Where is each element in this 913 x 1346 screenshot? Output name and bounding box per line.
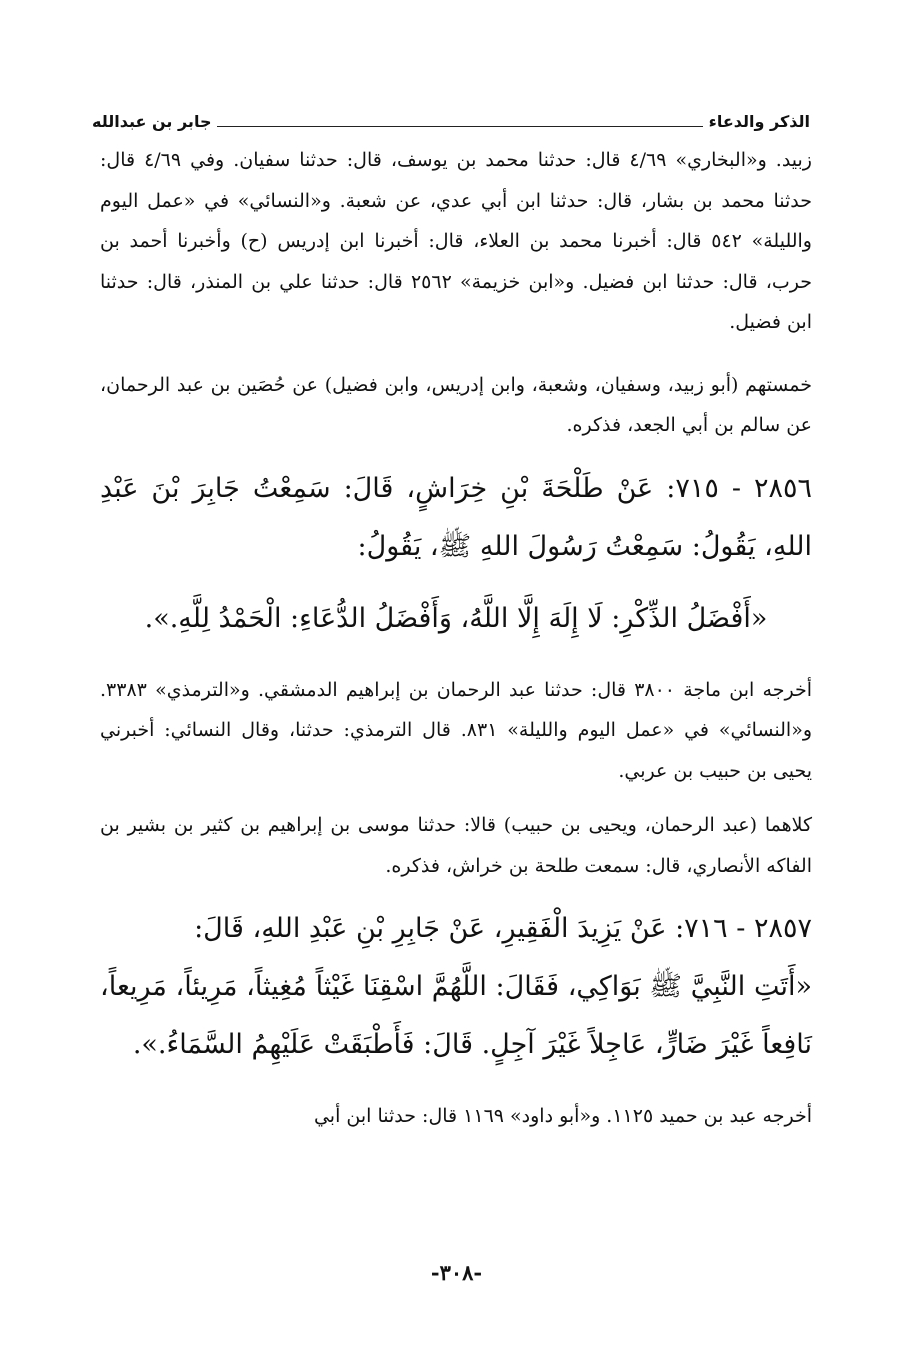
header-rule [217,126,702,127]
hadith-text: «أَفْضَلُ الذِّكْرِ: لَا إِلَهَ إِلَّا اللَّهُ، وَأَفْضَلُ الدُّعَاءِ: الْحَمْدُ لِلَّهِ.». [144,602,768,634]
takhrij-note: زبيد. و«البخاري» ٤/٦٩ قال: حدثنا محمد بن يوسف، قال: حدثنا سفيان. وفي ٤/٦٩ قال: حدثنا محمد بن بشار، قال: حدثنا ابن أبي عدي، عن شعبة. و«النسائي» في «عمل اليوم والليلة» ٥٤٢ قال: أخبرنا محمد بن العلاء، قال: أخبرنا ابن إدريس (ح) وأخبرنا أحمد بن حرب، قال: حدثنا ابن فضيل. و«ابن خزيمة» ٢٥٦٢ قال: حدثنا علي بن المنذر، قال: حدثنا ابن فضيل. [100,149,812,333]
header-chapter-title: الذكر والدعاء [708,112,810,131]
page-body [100,140,812,1137]
takhrij-note: كلاهما (عبد الرحمان، ويحيى بن حبيب) قالا: حدثنا موسى بن إبراهيم بن كثير بن بشير بن الفاكه الأنصاري، قال: سمعت طلحة بن خراش، فذكره. [100,814,812,877]
header-narrator-title: جابر بن عبدالله [92,112,212,131]
hadith-chain: ٢٨٥٦ - ٧١٥: عَنْ طَلْحَةَ بْنِ خِرَاشٍ، قَالَ: سَمِعْتُ جَابِرَ بْنَ عَبْدِ اللهِ، يَقُولُ: سَمِعْتُ رَسُولَ اللهِ ﷺ، يَقُولُ: [100,472,812,562]
hadith-text: «أَتَتِ النَّبِيَّ ﷺ بَوَاكِي، فَقَالَ: اللَّهُمَّ اسْقِنَا غَيْثاً مُغِيثاً، مَرِيئاً، مَرِيعاً، نَافِعاً غَيْرَ ضَارٍّ، عَاجِلاً غَيْرَ آجِلٍ. قَالَ: فَأَطْبَقَتْ عَلَيْهِمُ السَّمَاءُ.». [100,971,812,1060]
takhrij-note: أخرجه عبد بن حميد ١١٢٥. و«أبو داود» ١١٦٩ قال: حدثنا ابن أبي [313,1105,812,1127]
takhrij-note: أخرجه ابن ماجة ٣٨٠٠ قال: حدثنا عبد الرحمان بن إبراهيم الدمشقي. و«الترمذي» ٣٣٨٣. و«النسائي» في «عمل اليوم والليلة» ٨٣١. قال الترمذي: حدثنا، وقال النسائي: أخبرني يحيى بن حبيب بن عربي. [100,678,812,782]
hadith-chain: ٢٨٥٧ - ٧١٦: عَنْ يَزِيدَ الْفَقِيرِ، عَنْ جَابِرِ بْنِ عَبْدِ اللهِ، قَالَ: [194,913,812,944]
takhrij-note: خمستهم (أبو زبيد، وسفيان، وشعبة، وابن إدريس، وابن فضيل) عن حُصَين بن عبد الرحمان، عن سالم بن أبي الجعد، فذكره. [100,373,812,436]
page-number: -٣٠٨- [430,1260,483,1285]
running-header [92,103,810,131]
